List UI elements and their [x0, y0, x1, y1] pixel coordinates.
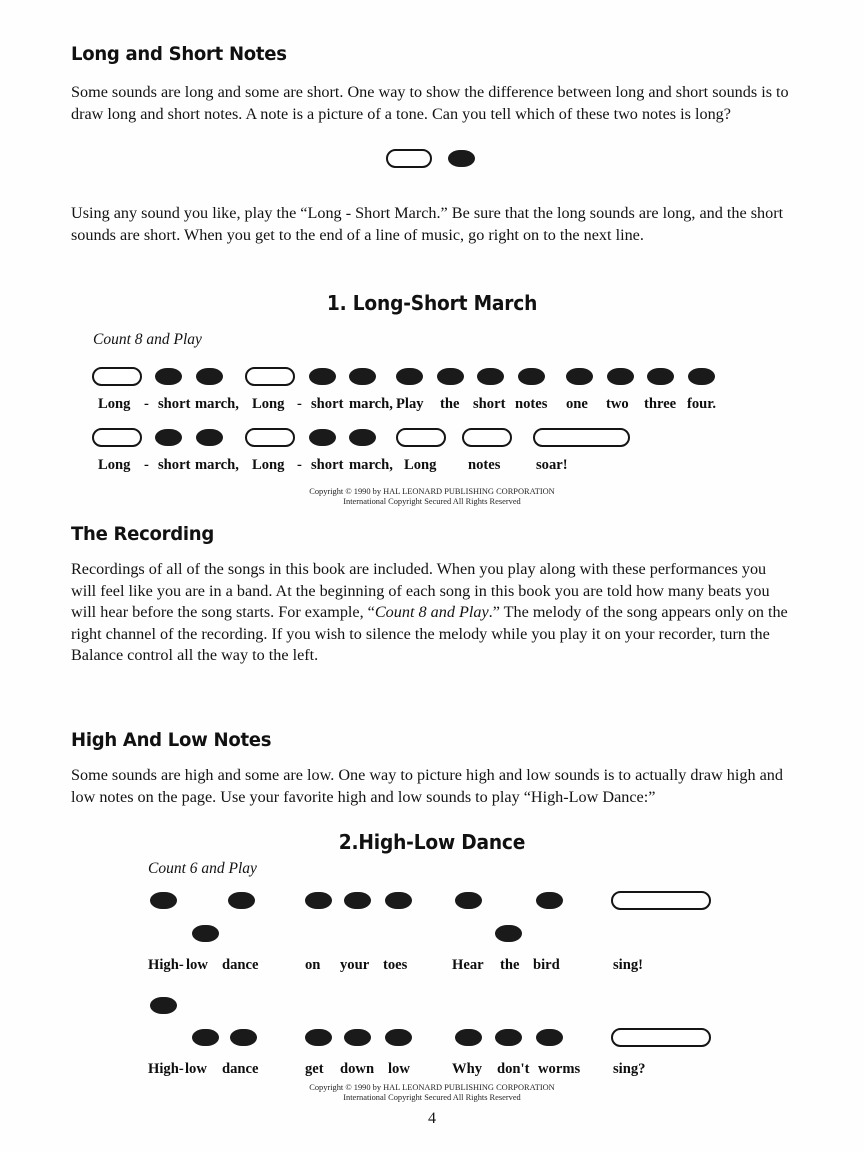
paragraph-march-instructions: Using any sound you like, play the “Long - Short March.” Be sure that the long sounds are long, and the short sounds are short. When you get to the end of a line of music, go right on to the next line.: [71, 204, 784, 244]
lyric-syllable: one: [566, 396, 588, 412]
heading-the-recording: The Recording: [71, 523, 215, 545]
lyric-syllable: don't: [497, 1061, 530, 1077]
note-short: [309, 429, 336, 446]
lyric-syllable: three: [644, 396, 677, 412]
inline-count-label: Count 8 and Play: [374, 603, 489, 621]
lyric-syllable: Long: [98, 396, 131, 412]
lyric-syllable: toes: [383, 957, 408, 973]
note-short: [477, 368, 504, 385]
note-short-high: [536, 892, 563, 909]
copyright-line-1: Copyright © 1990 by HAL LEONARD PUBLISHING CORPORATION: [309, 487, 555, 496]
note-short-high: [228, 892, 255, 909]
note-short-high: [150, 892, 177, 909]
note-short: [349, 368, 376, 385]
note-short-low: [344, 1029, 371, 1046]
lyric-syllable: down: [340, 1061, 375, 1077]
lyric-syllable: Long: [252, 457, 285, 473]
note-long: [611, 1028, 711, 1047]
lyric-syllable: short: [311, 396, 344, 412]
note-long: [92, 367, 142, 386]
lyric-syllable: Why: [452, 1061, 483, 1077]
note-extra-long: [533, 428, 630, 447]
lyric-syllable: Long: [404, 457, 437, 473]
song-title-high-low-dance: 2.High-Low Dance: [338, 830, 526, 854]
lyric-syllable: march,: [195, 457, 239, 473]
note-short-low: [455, 1029, 482, 1046]
note-short-low: [230, 1029, 257, 1046]
note-short-low: [495, 925, 522, 942]
lyric-syllable: march,: [195, 396, 239, 412]
long-note-sample: [386, 149, 432, 168]
note-long: [245, 428, 295, 447]
note-short: [647, 368, 674, 385]
note-short: [309, 368, 336, 385]
copyright-line-2: International Copyright Secured All Rights Reserved: [343, 1093, 521, 1102]
heading-high-and-low-notes: High And Low Notes: [71, 729, 272, 751]
note-short-low: [305, 1029, 332, 1046]
lyric-syllable: low: [186, 957, 208, 973]
lyric-syllable: -: [144, 396, 149, 412]
lyric-syllable: low: [185, 1061, 207, 1077]
lyric-syllable: -: [144, 457, 149, 473]
note-short: [566, 368, 593, 385]
note-short: [196, 429, 223, 446]
lyric-syllable: Play: [396, 396, 424, 412]
note-short-high: [344, 892, 371, 909]
lyric-syllable: Long: [98, 457, 131, 473]
paragraph-high-low-intro: Some sounds are high and some are low. One way to picture high and low sounds is to actually draw high and low notes on the page. Use your favorite high and low sounds to play “High-Low Dance:”: [71, 766, 783, 806]
note-short: [437, 368, 464, 385]
lyric-syllable: sing!: [613, 957, 644, 973]
lyric-syllable: dance: [222, 1061, 259, 1077]
lyric-syllable: worms: [538, 1061, 581, 1077]
note-short: [518, 368, 545, 385]
copyright-line-1: Copyright © 1990 by HAL LEONARD PUBLISHING CORPORATION: [309, 1083, 555, 1092]
lyric-syllable: High-: [148, 1061, 184, 1077]
lyric-syllable: the: [500, 957, 520, 973]
lyric-syllable: low: [388, 1061, 410, 1077]
count-label-song1: Count 8 and Play: [93, 331, 202, 348]
lyric-syllable: march,: [349, 396, 393, 412]
lyric-syllable: short: [311, 457, 344, 473]
note-short: [396, 368, 423, 385]
lyric-syllable: your: [340, 957, 370, 973]
copyright-line-2: International Copyright Secured All Rights Reserved: [343, 497, 521, 506]
note-short-high: [455, 892, 482, 909]
lyric-syllable: dance: [222, 957, 259, 973]
count-label-song2: Count 6 and Play: [148, 860, 257, 877]
lyric-syllable: bird: [533, 957, 560, 973]
note-short-high: [385, 892, 412, 909]
lyric-syllable: soar!: [536, 457, 568, 473]
note-short: [155, 368, 182, 385]
lyric-syllable: short: [158, 396, 191, 412]
lyric-syllable: -: [297, 396, 302, 412]
lyric-syllable: get: [305, 1061, 324, 1077]
copyright-song1: [0, 487, 864, 507]
lyric-syllable: Hear: [452, 957, 484, 973]
lyric-syllable: High-: [148, 957, 184, 973]
lyric-syllable: Long: [252, 396, 285, 412]
lyric-syllable: sing?: [613, 1061, 646, 1077]
lyric-syllable: march,: [349, 457, 393, 473]
note-short: [688, 368, 715, 385]
note-long: [396, 428, 446, 447]
note-short-high: [150, 997, 177, 1014]
note-long: [92, 428, 142, 447]
lyric-syllable: on: [305, 957, 321, 973]
short-note-sample: [448, 150, 475, 167]
copyright-song2: [0, 1083, 864, 1103]
lyric-syllable: the: [440, 396, 460, 412]
note-long: [245, 367, 295, 386]
note-short-low: [495, 1029, 522, 1046]
note-short: [196, 368, 223, 385]
lyric-syllable: short: [473, 396, 506, 412]
lyric-syllable: two: [606, 396, 629, 412]
note-short-low: [192, 1029, 219, 1046]
note-short: [607, 368, 634, 385]
note-long: [462, 428, 512, 447]
song-title-long-short-march: 1. Long-Short March: [326, 291, 538, 315]
note-short-low: [536, 1029, 563, 1046]
lyric-syllable: notes: [515, 396, 548, 412]
paragraph-the-recording: Recordings of all of the songs in this book are included. When you play along with these performances you will feel like you are in a band. At the beginning of each song in this book you are told how many beats you will hear before the song starts. For example, “Count 8 and Play.” The melody of the song appears only on the right channel of the recording. If you wish to silence the melody while you play it on your recorder, turn the Balance control all the way to the left.: [71, 560, 788, 664]
paragraph-long-short-intro: Some sounds are long and some are short. One way to show the difference between long and short sounds is to draw long and short notes. A note is a picture of a tone. Can you tell which of these two notes is long?: [71, 83, 789, 123]
page-number: 4: [428, 1110, 436, 1127]
note-short-low: [192, 925, 219, 942]
demo-note-pair: [386, 148, 486, 170]
lyric-syllable: -: [297, 457, 302, 473]
lyric-syllable: four.: [687, 396, 717, 412]
heading-long-and-short-notes: Long and Short Notes: [71, 43, 287, 65]
note-short: [155, 429, 182, 446]
note-long: [611, 891, 711, 910]
lyric-syllable: notes: [468, 457, 501, 473]
lyric-syllable: short: [158, 457, 191, 473]
note-short-high: [305, 892, 332, 909]
note-short-low: [385, 1029, 412, 1046]
note-short: [349, 429, 376, 446]
